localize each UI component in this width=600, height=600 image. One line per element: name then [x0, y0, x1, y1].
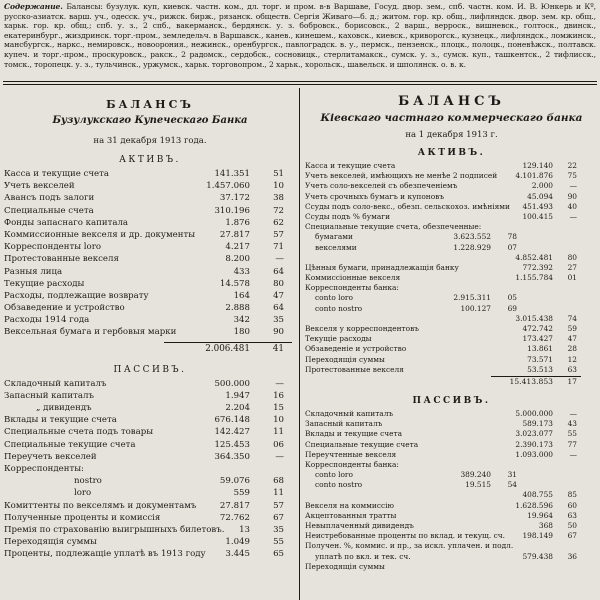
row-amount: 3.023.077	[515, 429, 553, 439]
row-label: Касса и текущие счета	[4, 169, 109, 179]
row-cents: 40	[567, 201, 577, 211]
row-label: Коммиссионные векселя и др. документы	[4, 229, 196, 240]
row-cents: 55	[567, 429, 577, 439]
horizontal-rule	[3, 84, 597, 85]
row-amount: 13	[239, 524, 250, 535]
row-amount: 433	[233, 266, 250, 277]
row-label: Коммиссіонные векселя	[305, 273, 401, 283]
total-amount: 15.413.853	[509, 376, 553, 386]
row-cents: 16	[273, 390, 284, 401]
ledger-row	[305, 293, 598, 303]
row-label: Специальные текущие счета	[305, 439, 419, 449]
row-cents: 51	[273, 169, 284, 179]
ledger-row	[305, 419, 598, 429]
assets-heading: АКТИВЪ.	[417, 148, 486, 158]
ledger-row	[305, 480, 598, 490]
ledger-row	[305, 429, 598, 439]
row-cents: —	[569, 181, 577, 191]
balance-title: БАЛАНСЪ	[398, 94, 505, 109]
ledger-row	[4, 205, 296, 217]
horizontal-rule	[3, 81, 597, 82]
ledger-row	[4, 266, 296, 278]
ledger-row	[4, 229, 296, 241]
row-amount: 173.427	[522, 334, 553, 344]
row-cents: —	[275, 254, 284, 265]
ledger-row	[4, 426, 296, 438]
ledger-row	[4, 390, 296, 402]
row-amount: 2.390.173	[515, 439, 553, 449]
row-cents: 57	[273, 500, 284, 511]
row-label: Складочный капиталъ	[4, 378, 107, 389]
row-label: Обзаведеніе и устройство	[305, 344, 407, 354]
row-label: Фонды запаснаго капитала	[4, 217, 129, 228]
row-label: Специальные текущие счета, обезпеченные:	[305, 222, 482, 232]
row-cents: 74	[567, 313, 577, 323]
row-cents: 47	[273, 290, 284, 301]
ledger-row	[4, 192, 296, 204]
row-amount: 14.578	[219, 278, 250, 289]
row-cents: 12	[567, 354, 577, 364]
ledger-row	[305, 181, 598, 191]
row-label: conto nostro	[315, 303, 363, 313]
row-amount: 579.438	[522, 551, 553, 561]
row-amount: 3.445	[225, 549, 250, 560]
row-amount: 2.915.311	[453, 293, 491, 303]
ledger-row	[305, 490, 598, 500]
row-label: Векселя на коммиссію	[305, 500, 394, 510]
row-label: Касса и текущие счета	[305, 161, 396, 170]
row-amount: 164	[233, 290, 250, 301]
ledger-row	[4, 402, 296, 414]
liabilities-heading: ПАССИВЪ.	[412, 395, 491, 406]
balance-title: БАЛАНСЪ	[106, 98, 194, 111]
row-amount: 125.453	[214, 439, 250, 450]
row-cents: 67	[273, 512, 284, 523]
ledger-row	[305, 470, 598, 480]
row-amount: 3.015.438	[515, 313, 553, 323]
row-label: Переходящія суммы	[305, 561, 385, 571]
row-label: Текущие расходы	[4, 278, 85, 289]
right-column-kiev-bank	[305, 90, 598, 600]
ledger-row	[305, 253, 598, 263]
row-cents: 06	[273, 439, 284, 450]
row-amount: 4.101.876	[515, 171, 553, 181]
ledger-row	[305, 355, 598, 365]
row-label: Разныя лица	[4, 266, 63, 277]
row-amount: 1.228.929	[453, 242, 491, 252]
row-label: conto loro	[315, 470, 353, 480]
ledger-row	[4, 180, 296, 192]
row-amount: 142.427	[214, 427, 250, 438]
row-amount: 4.217	[225, 242, 250, 253]
ledger-row	[305, 365, 598, 375]
balance-date: на 31 декабря 1913 года.	[93, 136, 207, 146]
row-label: Ссуды подъ соло-векс., обезп. сельскохоз. имѣніями	[305, 201, 510, 211]
total-rule	[164, 342, 292, 343]
row-label: Специальные счета подъ товары	[4, 427, 154, 438]
ledger-row	[305, 409, 598, 419]
row-amount: 500.000	[214, 378, 250, 389]
ledger-row	[305, 511, 598, 521]
ledger-row	[305, 314, 598, 324]
row-amount: 472.742	[522, 324, 553, 333]
row-amount: 3.623.552	[453, 232, 491, 242]
row-label: Расходы, подлежащие возврату	[4, 290, 149, 301]
row-label: Обзаведение и устройство	[4, 303, 125, 314]
row-amount: 19.515	[465, 480, 491, 490]
row-cents: 35	[273, 315, 284, 326]
row-label: Вексельная бумага и гербовыя марки	[4, 327, 177, 338]
row-label: Учеть срочныхъ бумагъ и купоновъ	[305, 191, 445, 201]
row-amount: 100.415	[522, 211, 553, 221]
ledger-row	[305, 273, 598, 283]
ledger-row	[4, 378, 296, 390]
row-label: Учеть соло-векселей съ обезпеченіемъ	[305, 181, 458, 191]
row-label: Корреспонденты loro	[4, 242, 101, 253]
ledger-row	[4, 487, 296, 499]
ledger-row	[4, 463, 296, 475]
row-amount: 53.513	[527, 364, 553, 374]
row-label: Переучтенные векселя	[305, 449, 397, 459]
ledger-row	[305, 552, 598, 562]
ledger-row	[4, 475, 296, 487]
ledger-row	[4, 290, 296, 302]
row-label: conto nostro	[315, 480, 363, 490]
row-amount: 1.457.060	[206, 181, 250, 192]
row-cents: 62	[273, 217, 284, 228]
row-cents: 35	[273, 524, 284, 535]
ledger-row	[305, 541, 598, 551]
ledger-row	[305, 501, 598, 511]
ledger-row	[4, 314, 296, 326]
row-cents: 64	[273, 266, 284, 277]
row-amount: 59.076	[219, 476, 250, 487]
row-amount: 5.000.000	[515, 408, 553, 418]
row-label: Протестованные векселя	[305, 364, 404, 374]
row-amount: 1.947	[225, 390, 250, 401]
row-cents: 68	[273, 476, 284, 487]
assets-table	[4, 168, 296, 339]
ledger-row	[305, 161, 598, 171]
row-label: Переучеть векселей	[4, 451, 97, 462]
row-label: Учеть векселей	[4, 181, 75, 192]
ledger-row	[305, 243, 598, 253]
row-label: Специальные счета	[4, 205, 94, 216]
column-divider	[299, 88, 300, 600]
row-amount: 1.049	[225, 537, 250, 548]
ledger-row	[305, 222, 598, 232]
ledger-row	[4, 414, 296, 426]
liabilities-table	[4, 378, 296, 561]
row-cents: —	[275, 451, 284, 462]
row-label: Цѣнныя бумаги, принадлежащія банку	[305, 262, 459, 272]
ledger-row	[305, 334, 598, 344]
ledger-row	[4, 536, 296, 548]
row-label: Переходящія суммы	[4, 537, 97, 548]
row-amount: 27.817	[219, 229, 250, 240]
row-label: векселями	[315, 242, 357, 252]
row-cents: 10	[273, 415, 284, 426]
row-cents: 22	[567, 161, 577, 170]
row-label: Полученные проценты и комиссія	[4, 512, 161, 523]
row-amount: 73.571	[527, 354, 553, 364]
row-amount: 72.762	[219, 512, 250, 523]
row-cents: 57	[273, 229, 284, 240]
ledger-row	[305, 232, 598, 242]
row-label: Получен. %, коммис. и пр., за искл. уплачен. и подл.	[305, 541, 514, 551]
row-cents: 63	[567, 510, 577, 520]
total-amount: 2.006.481	[205, 343, 250, 354]
ledger-row	[305, 450, 598, 460]
row-label: Комиттенты по векселямъ и документамъ	[4, 500, 197, 511]
liabilities-table	[305, 409, 598, 572]
row-label: Текущіе расходы	[305, 334, 372, 344]
row-label: Премія по страхованію выигрышныхъ билетовъ.	[4, 524, 225, 535]
row-cents: 38	[273, 193, 284, 204]
contents-text: Балансы: бузулук. куп, киевск. частн. ком., дл. торг. и пром. в-в Варшаве, Госуд. двор. зем., спб. частн. ком. И. В. Юнкерь и Кº, русско-азиатск. варш. уч., одесск. уч., рижск. бирж., рязанск. обществ. Сергія Живаго—б. д.; житом. гор. кр. общ., лифляндск. двор. зем. кр. общ., харьк. гор. кр. общ.; спб. у. з., 2 спб., вакерманск., бердянск. у. з. бобровск., борисовск., 2 варш., верроск., вишневск., голтоск., двинск., екатеринбург., жиздринск. торг.-пром., земледельч. в Варшавск., канев., кинешем., каховск., киевск., криворогск., кузнецк., лифляндск., ломжинск., мансбургск., наркс., немировск., новоорония., нежинск., оренбургск., павлоградск. в. у., пермск., пензенск., плоцк., полоцк., поневѣжск., полтавск. купеч. и торг.-пром., проскуровск., ракск., 2 радомск., сердобск., сосновицк., стерлитамакск., сумск. у. з., сумск. куп., ташкентск., 2 тифлисск., томск., торопецк. у. з., тульчинск., уржумск., харьк. торговопром., 2 харьк., хорольск., шавельск. и шполянск. о. в. к.	[4, 2, 596, 69]
row-cents: 64	[273, 303, 284, 314]
ledger-row	[4, 439, 296, 451]
row-label: Учеть векселей, имѣющихъ не менѣе 2 подписей	[305, 171, 498, 181]
row-cents: 80	[567, 252, 577, 262]
row-amount: 4.852.481	[515, 252, 553, 262]
row-amount: 45.094	[527, 191, 553, 201]
ledger-row	[4, 241, 296, 253]
row-label: Авансъ подъ залоги	[4, 193, 95, 204]
row-cents: —	[569, 211, 577, 221]
total-cents: 17	[567, 376, 577, 386]
row-label: Корреспонденты банка:	[305, 283, 399, 293]
row-label: loro	[74, 488, 92, 499]
row-amount: 8.200	[225, 254, 250, 265]
row-amount: 368	[538, 521, 553, 530]
row-amount: 13.861	[527, 344, 553, 354]
ledger-row	[4, 548, 296, 560]
row-amount: 1.876	[225, 217, 250, 228]
row-label: Запасный капиталъ	[4, 390, 94, 401]
row-amount: 2.888	[225, 303, 250, 314]
ledger-row	[4, 451, 296, 463]
ledger-row	[305, 192, 598, 202]
row-cents: 27	[567, 262, 577, 272]
row-amount: 559	[233, 488, 250, 499]
row-label: Переходящія суммы	[305, 354, 385, 364]
row-cents: 69	[507, 303, 517, 313]
row-label: Корреспонденты банка:	[305, 459, 399, 469]
ledger-row	[305, 202, 598, 212]
row-amount: 198.149	[522, 531, 553, 541]
ledger-row	[4, 326, 296, 338]
row-cents: 54	[507, 480, 517, 490]
row-label: Акцептованныя тратты	[305, 510, 397, 520]
ledger-row	[305, 171, 598, 181]
ledger-row	[4, 278, 296, 290]
row-label: Векселя у корреспондентовъ	[305, 324, 419, 333]
ledger-row	[4, 302, 296, 314]
ledger-row	[305, 283, 598, 293]
row-label: nostro	[74, 476, 102, 487]
row-cents: 85	[567, 490, 577, 500]
row-cents: 31	[507, 470, 517, 480]
ledger-row	[305, 562, 598, 572]
bank-name: Бузулукскаго Купеческаго Банка	[52, 115, 248, 126]
ledger-row	[305, 324, 598, 334]
total-cents: 41	[272, 343, 284, 354]
row-cents: 80	[273, 278, 284, 289]
contents-paragraph	[4, 2, 596, 69]
row-amount: 180	[233, 327, 250, 338]
row-cents: 59	[567, 324, 577, 333]
ledger-row	[305, 531, 598, 541]
row-label: Вклады и текущие счета	[305, 429, 403, 439]
row-cents: 15	[273, 403, 284, 413]
row-cents: 55	[273, 537, 284, 548]
row-cents: 11	[273, 488, 284, 499]
row-label: Вклады и текущие счета	[4, 415, 117, 426]
row-label: Протестованные векселя	[4, 254, 119, 265]
row-cents: 05	[507, 293, 517, 303]
row-label: Корреспонденты:	[4, 463, 84, 474]
row-cents: 11	[273, 427, 284, 438]
balance-date: на 1 декабря 1913 г.	[405, 130, 498, 140]
row-cents: 01	[567, 273, 577, 283]
row-amount: 589.173	[522, 419, 553, 429]
row-amount: 342	[233, 315, 250, 326]
row-cents: 90	[273, 327, 284, 338]
row-cents: —	[569, 408, 577, 418]
contents-lead: Содержание.	[4, 2, 63, 11]
row-cents: 47	[567, 334, 577, 344]
row-cents: 78	[507, 232, 517, 242]
row-cents: 28	[567, 344, 577, 354]
assets-total	[305, 376, 598, 388]
row-label: Ссуды подъ % бумаги	[305, 211, 391, 221]
row-label: „ дивидендъ	[36, 403, 92, 413]
row-cents: 67	[567, 531, 577, 541]
row-amount: 1.628.596	[515, 500, 553, 510]
row-cents: 65	[273, 549, 284, 560]
row-cents: 07	[507, 242, 517, 252]
row-label: Проценты, подлежащіе уплатѣ въ 1913 году	[4, 549, 206, 560]
row-amount: 364.350	[214, 451, 250, 462]
ledger-row	[305, 263, 598, 273]
ledger-row	[4, 253, 296, 265]
ledger-row	[305, 440, 598, 450]
row-amount: 1.093.000	[515, 449, 553, 459]
row-amount: 19.964	[527, 510, 553, 520]
row-amount: 129.140	[522, 161, 553, 170]
bank-name: Кіевскаго частнаго коммерческаго банка	[320, 112, 583, 124]
ledger-row	[305, 521, 598, 531]
row-amount: 389.240	[460, 470, 491, 480]
ledger-row	[305, 212, 598, 222]
ledger-row	[4, 500, 296, 512]
row-amount: 676.148	[214, 415, 250, 426]
ledger-row	[305, 344, 598, 354]
assets-table	[305, 161, 598, 375]
row-cents: 36	[567, 551, 577, 561]
row-amount: 141.351	[214, 169, 250, 179]
row-cents: 63	[567, 364, 577, 374]
row-cents: 77	[567, 439, 577, 449]
row-cents: 43	[567, 419, 577, 429]
row-amount: 408.755	[522, 490, 553, 500]
assets-total	[4, 342, 296, 356]
row-cents: 72	[273, 205, 284, 216]
ledger-row	[4, 524, 296, 536]
row-amount: 1.155.784	[515, 273, 553, 283]
row-cents: 75	[567, 171, 577, 181]
row-amount: 772.392	[522, 262, 553, 272]
row-cents: 60	[567, 500, 577, 510]
row-cents: 71	[273, 242, 284, 253]
row-cents: —	[275, 378, 284, 389]
ledger-row	[305, 460, 598, 470]
row-cents: 10	[273, 181, 284, 192]
assets-heading: АКТИВЪ.	[119, 155, 181, 165]
ledger-row	[4, 217, 296, 229]
row-cents: 50	[567, 521, 577, 530]
row-label: Специальные текущие счета	[4, 439, 136, 450]
ledger-row	[4, 168, 296, 180]
row-amount: 37.172	[219, 193, 250, 204]
row-amount: 27.817	[219, 500, 250, 511]
liabilities-heading: ПАССИВЪ.	[113, 364, 187, 375]
row-label: Неистребованные проценты по вклад. и текущ. сч.	[305, 531, 505, 541]
ledger-row	[4, 512, 296, 524]
row-label: Запасный капиталъ	[305, 419, 383, 429]
row-label: бумагами	[315, 232, 353, 242]
ledger-row	[305, 304, 598, 314]
row-label: Невыплаченный дивидендъ	[305, 521, 414, 530]
row-label: уплатѣ по вкл. и тек. сч.	[315, 551, 411, 561]
row-cents: 90	[567, 191, 577, 201]
row-amount: 2.000	[531, 181, 553, 191]
row-label: Складочный капиталъ	[305, 408, 394, 418]
left-column-buzuluk-bank	[4, 90, 296, 600]
row-amount: 100.127	[460, 303, 491, 313]
row-label: Расходы 1914 года	[4, 315, 90, 326]
row-amount: 2.204	[225, 403, 250, 413]
row-cents: —	[569, 449, 577, 459]
row-amount: 310.196	[214, 205, 250, 216]
row-amount: 451.493	[522, 201, 553, 211]
row-label: conto loro	[315, 293, 353, 303]
